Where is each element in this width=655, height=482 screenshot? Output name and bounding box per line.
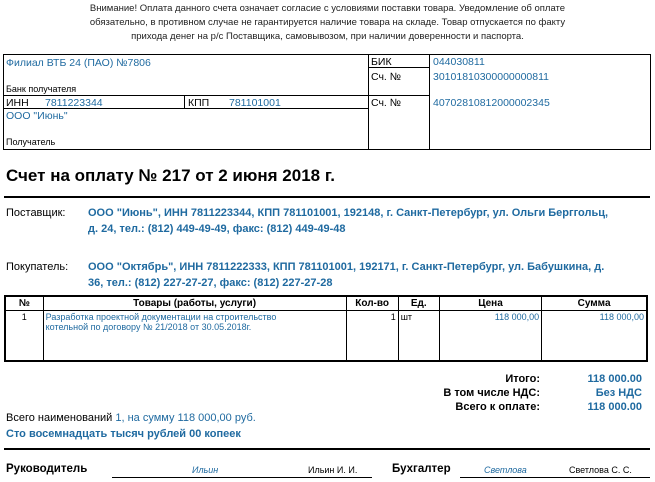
- amount-due-value: 118 000.00: [587, 401, 642, 413]
- buyer-label: Покупатель:: [6, 261, 69, 273]
- kpp-value: 781101001: [229, 97, 281, 109]
- supplier-label: Поставщик:: [6, 207, 66, 219]
- items-table: [4, 295, 648, 362]
- row-goods-line-2: котельной по договору № 21/2018 от 30.05.2018г.: [45, 322, 252, 332]
- corr-account-value: 30101810300000000811: [433, 71, 550, 83]
- buyer-line-2: 36, тел.: (812) 227-27-27, факс: (812) 227-27-28: [88, 277, 333, 289]
- row-goods-line-1: Разработка проектной документации на строительство: [45, 312, 277, 322]
- account-value: 40702810812000002345: [433, 97, 550, 109]
- invoice-title: Счет на оплату № 217 от 2 июня 2018 г.: [6, 166, 335, 185]
- director-signature-line: [112, 477, 372, 478]
- director-label: Руководитель: [6, 463, 88, 475]
- notice-line-2: обязательно, в противном случае не гарантируется наличие товара на складе. Товар отпускается по факту: [89, 17, 566, 28]
- bik-value: 044030811: [433, 56, 485, 68]
- vat-value: Без НДС: [595, 387, 642, 399]
- col-header-price: Цена: [439, 296, 541, 311]
- director-name: Ильин И. И.: [308, 465, 358, 475]
- items-summary-prefix: Всего наименований: [6, 412, 116, 424]
- payment-notice: [0, 2, 655, 44]
- accountant-label: Бухгалтер: [392, 463, 451, 475]
- account-label: Сч. №: [371, 97, 402, 109]
- corr-account-label: Сч. №: [371, 71, 402, 83]
- col-header-goods: Товары (работы, услуги): [43, 296, 346, 311]
- accountant-signature: Светлова: [484, 465, 527, 475]
- amount-due-label: Всего к оплате:: [455, 401, 540, 413]
- title-divider: [4, 196, 650, 198]
- row-sum: 118 000,00: [542, 311, 647, 361]
- items-summary: [6, 412, 256, 424]
- col-header-qty: Кол-во: [346, 296, 398, 311]
- notice-line-1: Внимание! Оплата данного счета означает согласие с условиями поставки товара. Уведомление об оплате: [89, 3, 566, 14]
- amount-in-words: Сто восемнадцать тысяч рублей 00 копеек: [6, 428, 241, 440]
- supplier-line-2: д. 24, тел.: (812) 449-49-49, факс: (812) 449-49-48: [88, 223, 346, 235]
- inn-label: ИНН: [6, 97, 29, 109]
- supplier-line-1: ООО "Июнь", ИНН 7811223344, КПП 781101001, 192148, г. Санкт-Петербург, ул. Ольги Берггольц,: [88, 207, 609, 219]
- total-value: 118 000.00: [587, 373, 642, 385]
- row-unit: шт: [398, 311, 439, 361]
- bank-details-block: [3, 54, 651, 150]
- bank-name: Филиал ВТБ 24 (ПАО) №7806: [6, 57, 151, 69]
- summary-divider: [4, 448, 650, 450]
- buyer-details: [88, 259, 648, 291]
- table-row: [5, 311, 647, 361]
- inn-value: 7811223344: [45, 97, 103, 109]
- row-qty: 1: [346, 311, 398, 361]
- bik-label: БИК: [371, 56, 392, 68]
- col-header-sum: Сумма: [542, 296, 647, 311]
- row-num: 1: [5, 311, 43, 361]
- director-signature: Ильин: [192, 465, 219, 475]
- buyer-line-1: ООО "Октябрь", ИНН 7811222333, КПП 781101001, 192171, г. Санкт-Петербург, ул. Бабушкина, д.: [88, 261, 605, 273]
- row-goods: [43, 311, 346, 361]
- bank-caption: Банк получателя: [6, 84, 77, 94]
- notice-line-3: прихода денег на р/с Поставщика, самовывозом, при наличии доверенности и паспорта.: [131, 31, 524, 42]
- total-label: Итого:: [505, 373, 540, 385]
- supplier-details: [88, 205, 648, 237]
- kpp-label: КПП: [188, 97, 210, 109]
- row-price: 118 000,00: [439, 311, 541, 361]
- recipient-caption: Получатель: [6, 137, 56, 147]
- accountant-name: Светлова С. С.: [569, 465, 632, 475]
- col-header-num: №: [5, 296, 43, 311]
- vat-label: В том числе НДС:: [443, 387, 540, 399]
- recipient-name: ООО "Июнь": [6, 110, 68, 122]
- items-summary-count: 1, на сумму 118 000,00 руб.: [115, 412, 256, 424]
- accountant-signature-line: [460, 477, 650, 478]
- table-header-row: [5, 296, 647, 311]
- col-header-unit: Ед.: [398, 296, 439, 311]
